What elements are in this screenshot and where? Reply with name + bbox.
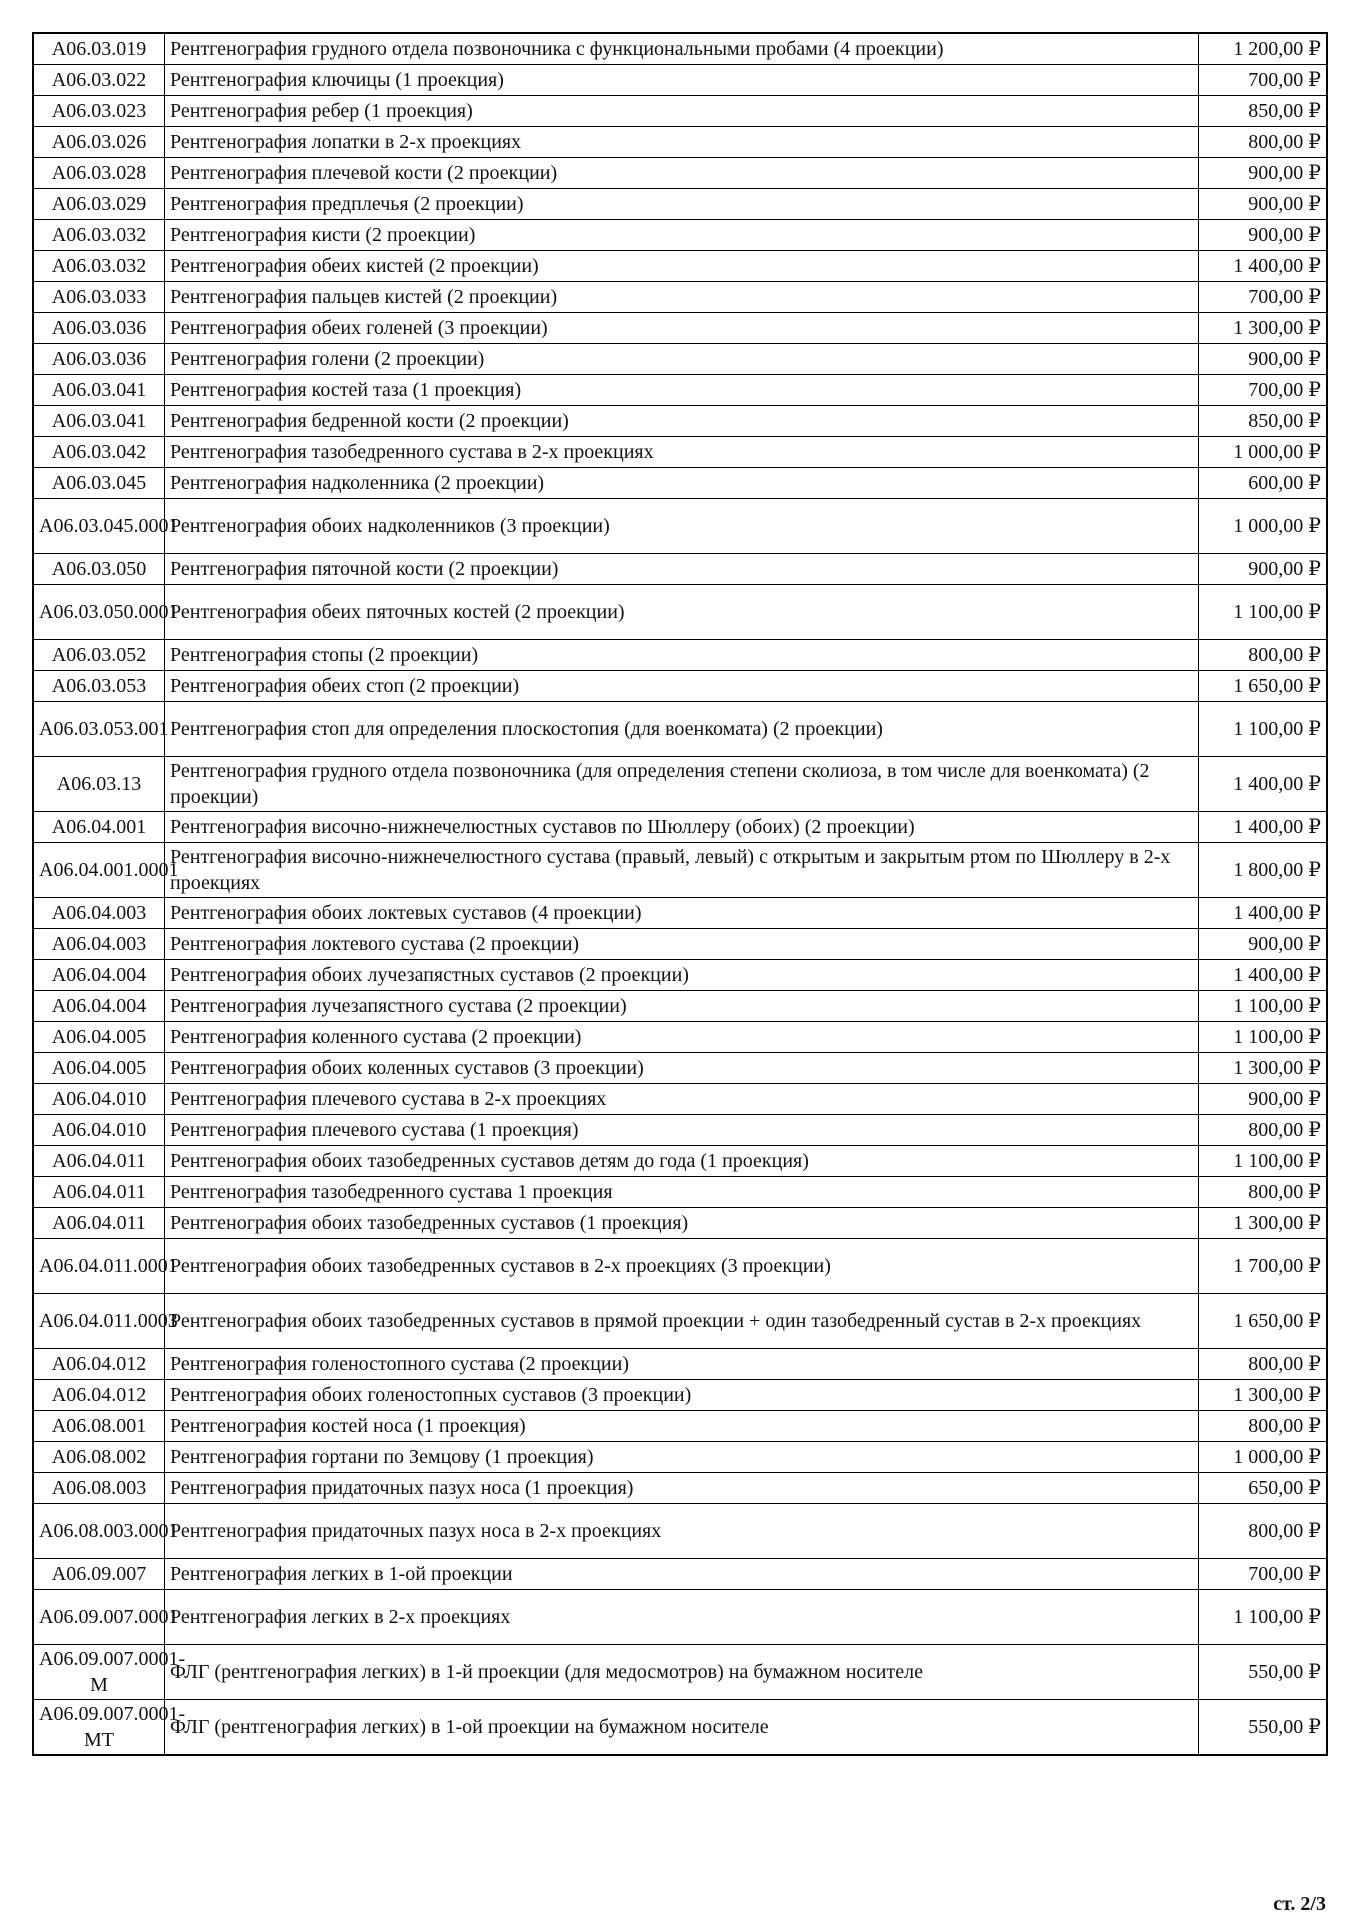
service-name-cell: Рентгенография костей носа (1 проекция) — [165, 1411, 1199, 1442]
service-price-cell: 1 100,00 ₽ — [1199, 991, 1328, 1022]
service-name-cell: Рентгенография легких в 1-ой проекции — [165, 1559, 1199, 1590]
service-name-cell: Рентгенография придаточных пазух носа (1 проекция) — [165, 1473, 1199, 1504]
service-name-cell: Рентгенография гортани по Земцову (1 проекция) — [165, 1442, 1199, 1473]
table-row — [33, 33, 1327, 65]
table-row — [33, 960, 1327, 991]
service-code-cell: A06.04.010 — [33, 1115, 165, 1146]
service-code-cell: A06.03.032 — [33, 251, 165, 282]
service-code-cell: A06.04.005 — [33, 1053, 165, 1084]
service-name-cell: Рентгенография обеих стоп (2 проекции) — [165, 671, 1199, 702]
service-name-cell: Рентгенография предплечья (2 проекции) — [165, 189, 1199, 220]
service-code-cell: A06.04.001 — [33, 812, 165, 843]
service-code-cell: A06.04.004 — [33, 991, 165, 1022]
service-name-cell: Рентгенография лопатки в 2-х проекциях — [165, 127, 1199, 158]
service-code-cell: A06.03.033 — [33, 282, 165, 313]
service-code-cell: A06.04.003 — [33, 898, 165, 929]
service-price-cell: 1 100,00 ₽ — [1199, 702, 1328, 757]
service-name-cell: Рентгенография обоих тазобедренных суставов детям до года (1 проекция) — [165, 1146, 1199, 1177]
service-name-cell: Рентгенография обоих надколенников (3 проекции) — [165, 499, 1199, 554]
service-price-cell: 900,00 ₽ — [1199, 158, 1328, 189]
table-row — [33, 375, 1327, 406]
service-price-cell: 1 000,00 ₽ — [1199, 499, 1328, 554]
service-price-cell: 900,00 ₽ — [1199, 189, 1328, 220]
table-row — [33, 1590, 1327, 1645]
service-code-cell: A06.04.004 — [33, 960, 165, 991]
price-table-body — [33, 33, 1327, 1755]
service-name-cell: Рентгенография тазобедренного сустава в 2-х проекциях — [165, 437, 1199, 468]
table-row — [33, 1208, 1327, 1239]
table-row — [33, 158, 1327, 189]
service-price-cell: 700,00 ₽ — [1199, 1559, 1328, 1590]
service-code-cell: A06.08.001 — [33, 1411, 165, 1442]
service-name-cell: Рентгенография обоих тазобедренных суставов в прямой проекции + один тазобедренный сустав в 2-х проекциях — [165, 1294, 1199, 1349]
service-name-cell: Рентгенография локтевого сустава (2 проекции) — [165, 929, 1199, 960]
service-code-cell: A06.04.012 — [33, 1349, 165, 1380]
service-price-cell: 550,00 ₽ — [1199, 1645, 1328, 1700]
table-row — [33, 1053, 1327, 1084]
service-name-cell: Рентгенография обоих локтевых суставов (4 проекции) — [165, 898, 1199, 929]
table-row — [33, 1022, 1327, 1053]
service-code-cell: A06.03.028 — [33, 158, 165, 189]
service-code-cell: A06.09.007 — [33, 1559, 165, 1590]
table-row — [33, 991, 1327, 1022]
price-list-sheet — [32, 32, 1328, 1756]
service-price-cell: 1 650,00 ₽ — [1199, 671, 1328, 702]
table-row — [33, 96, 1327, 127]
table-row — [33, 812, 1327, 843]
service-code-cell: A06.08.003.0001 — [33, 1504, 165, 1559]
service-name-cell: Рентгенография грудного отдела позвоночника с функциональными пробами (4 проекции) — [165, 33, 1199, 65]
table-row — [33, 220, 1327, 251]
service-price-cell: 1 300,00 ₽ — [1199, 1053, 1328, 1084]
service-price-cell: 900,00 ₽ — [1199, 220, 1328, 251]
service-name-cell: Рентгенография обоих голеностопных суставов (3 проекции) — [165, 1380, 1199, 1411]
service-price-cell: 1 000,00 ₽ — [1199, 1442, 1328, 1473]
service-price-cell: 850,00 ₽ — [1199, 96, 1328, 127]
price-table — [32, 32, 1328, 1756]
table-row — [33, 671, 1327, 702]
service-name-cell: Рентгенография обеих голеней (3 проекции) — [165, 313, 1199, 344]
service-name-cell: Рентгенография легких в 2-х проекциях — [165, 1590, 1199, 1645]
service-name-cell: Рентгенография височно-нижнечелюстных суставов по Шюллеру (обоих) (2 проекции) — [165, 812, 1199, 843]
service-name-cell: Рентгенография плечевой кости (2 проекции) — [165, 158, 1199, 189]
table-row — [33, 1504, 1327, 1559]
service-price-cell: 800,00 ₽ — [1199, 1177, 1328, 1208]
service-price-cell: 1 300,00 ₽ — [1199, 313, 1328, 344]
table-row — [33, 1473, 1327, 1504]
service-code-cell: A06.03.053.001 — [33, 702, 165, 757]
service-price-cell: 1 200,00 ₽ — [1199, 33, 1328, 65]
service-code-cell: A06.08.003 — [33, 1473, 165, 1504]
service-price-cell: 800,00 ₽ — [1199, 1504, 1328, 1559]
service-price-cell: 1 400,00 ₽ — [1199, 251, 1328, 282]
service-price-cell: 1 300,00 ₽ — [1199, 1208, 1328, 1239]
service-price-cell: 1 400,00 ₽ — [1199, 757, 1328, 812]
service-code-cell: A06.04.011 — [33, 1146, 165, 1177]
service-name-cell: Рентгенография ребер (1 проекция) — [165, 96, 1199, 127]
service-price-cell: 800,00 ₽ — [1199, 1411, 1328, 1442]
service-name-cell: Рентгенография височно-нижнечелюстного сустава (правый, левый) с открытым и закрытым ртом по Шюллеру в 2-х проекциях — [165, 843, 1199, 898]
service-code-cell: A06.04.003 — [33, 929, 165, 960]
service-price-cell: 1 000,00 ₽ — [1199, 437, 1328, 468]
service-code-cell: A06.03.041 — [33, 375, 165, 406]
service-code-cell: A06.04.011.0003 — [33, 1294, 165, 1349]
service-price-cell: 1 300,00 ₽ — [1199, 1380, 1328, 1411]
table-row — [33, 1349, 1327, 1380]
table-row — [33, 1380, 1327, 1411]
service-code-cell: A06.03.036 — [33, 313, 165, 344]
table-row — [33, 127, 1327, 158]
table-row — [33, 757, 1327, 812]
table-row — [33, 1239, 1327, 1294]
table-row — [33, 898, 1327, 929]
service-price-cell: 1 100,00 ₽ — [1199, 1022, 1328, 1053]
service-name-cell: Рентгенография надколенника (2 проекции) — [165, 468, 1199, 499]
service-price-cell: 1 400,00 ₽ — [1199, 812, 1328, 843]
table-row — [33, 468, 1327, 499]
service-name-cell: Рентгенография грудного отдела позвоночника (для определения степени сколиоза, в том числе для военкомата) (2 проекции) — [165, 757, 1199, 812]
table-row — [33, 1294, 1327, 1349]
service-code-cell: A06.09.007.0001 — [33, 1590, 165, 1645]
table-row — [33, 499, 1327, 554]
service-code-cell: A06.09.007.0001-MT — [33, 1700, 165, 1756]
service-name-cell: Рентгенография стоп для определения плоскостопия (для военкомата) (2 проекции) — [165, 702, 1199, 757]
service-price-cell: 850,00 ₽ — [1199, 406, 1328, 437]
table-row — [33, 344, 1327, 375]
service-price-cell: 1 400,00 ₽ — [1199, 898, 1328, 929]
table-row — [33, 1442, 1327, 1473]
service-price-cell: 600,00 ₽ — [1199, 468, 1328, 499]
table-row — [33, 554, 1327, 585]
service-price-cell: 1 100,00 ₽ — [1199, 1146, 1328, 1177]
table-row — [33, 702, 1327, 757]
service-price-cell: 650,00 ₽ — [1199, 1473, 1328, 1504]
service-price-cell: 1 100,00 ₽ — [1199, 585, 1328, 640]
service-code-cell: A06.04.005 — [33, 1022, 165, 1053]
service-name-cell: Рентгенография костей таза (1 проекция) — [165, 375, 1199, 406]
service-name-cell: Рентгенография придаточных пазух носа в 2-х проекциях — [165, 1504, 1199, 1559]
service-code-cell: A06.03.019 — [33, 33, 165, 65]
service-price-cell: 700,00 ₽ — [1199, 375, 1328, 406]
service-code-cell: A06.03.045.0001 — [33, 499, 165, 554]
table-row — [33, 313, 1327, 344]
table-row — [33, 1146, 1327, 1177]
service-name-cell: Рентгенография голени (2 проекции) — [165, 344, 1199, 375]
service-price-cell: 700,00 ₽ — [1199, 282, 1328, 313]
service-code-cell: A06.03.045 — [33, 468, 165, 499]
service-code-cell: A06.03.036 — [33, 344, 165, 375]
table-row — [33, 1559, 1327, 1590]
service-name-cell: Рентгенография обоих тазобедренных суставов (1 проекция) — [165, 1208, 1199, 1239]
service-price-cell: 1 650,00 ₽ — [1199, 1294, 1328, 1349]
service-code-cell: A06.08.002 — [33, 1442, 165, 1473]
table-row — [33, 1115, 1327, 1146]
table-row — [33, 929, 1327, 960]
service-price-cell: 900,00 ₽ — [1199, 554, 1328, 585]
table-row — [33, 1177, 1327, 1208]
service-name-cell: Рентгенография плечевого сустава (1 проекция) — [165, 1115, 1199, 1146]
service-name-cell: Рентгенография стопы (2 проекции) — [165, 640, 1199, 671]
service-code-cell: A06.03.050 — [33, 554, 165, 585]
service-price-cell: 1 800,00 ₽ — [1199, 843, 1328, 898]
service-code-cell: A06.04.010 — [33, 1084, 165, 1115]
service-name-cell: Рентгенография обеих кистей (2 проекции) — [165, 251, 1199, 282]
service-price-cell: 800,00 ₽ — [1199, 1349, 1328, 1380]
table-row — [33, 1700, 1327, 1756]
service-name-cell: ФЛГ (рентгенография легких) в 1-й проекции (для медосмотров) на бумажном носителе — [165, 1645, 1199, 1700]
service-code-cell: A06.03.032 — [33, 220, 165, 251]
service-name-cell: Рентгенография ключицы (1 проекция) — [165, 65, 1199, 96]
service-code-cell: A06.09.007.0001-M — [33, 1645, 165, 1700]
service-price-cell: 800,00 ₽ — [1199, 127, 1328, 158]
service-code-cell: A06.03.022 — [33, 65, 165, 96]
service-code-cell: A06.04.012 — [33, 1380, 165, 1411]
table-row — [33, 437, 1327, 468]
service-price-cell: 1 400,00 ₽ — [1199, 960, 1328, 991]
service-code-cell: A06.04.011 — [33, 1208, 165, 1239]
service-code-cell: A06.03.029 — [33, 189, 165, 220]
service-name-cell: Рентгенография обоих лучезапястных суставов (2 проекции) — [165, 960, 1199, 991]
service-name-cell: Рентгенография обоих коленных суставов (3 проекции) — [165, 1053, 1199, 1084]
service-name-cell: Рентгенография обеих пяточных костей (2 проекции) — [165, 585, 1199, 640]
table-row — [33, 1084, 1327, 1115]
service-code-cell: A06.03.052 — [33, 640, 165, 671]
table-row — [33, 843, 1327, 898]
service-name-cell: Рентгенография голеностопного сустава (2 проекции) — [165, 1349, 1199, 1380]
service-price-cell: 900,00 ₽ — [1199, 344, 1328, 375]
service-price-cell: 1 700,00 ₽ — [1199, 1239, 1328, 1294]
service-code-cell: A06.03.023 — [33, 96, 165, 127]
service-price-cell: 900,00 ₽ — [1199, 1084, 1328, 1115]
page-number: ст. 2/3 — [1273, 1893, 1326, 1915]
service-name-cell: Рентгенография тазобедренного сустава 1 проекция — [165, 1177, 1199, 1208]
service-price-cell: 550,00 ₽ — [1199, 1700, 1328, 1756]
service-name-cell: Рентгенография бедренной кости (2 проекции) — [165, 406, 1199, 437]
service-name-cell: Рентгенография лучезапястного сустава (2 проекции) — [165, 991, 1199, 1022]
service-code-cell: A06.04.001.0001 — [33, 843, 165, 898]
service-name-cell: Рентгенография обоих тазобедренных суставов в 2-х проекциях (3 проекции) — [165, 1239, 1199, 1294]
table-row — [33, 189, 1327, 220]
service-code-cell: A06.03.042 — [33, 437, 165, 468]
service-code-cell: A06.03.13 — [33, 757, 165, 812]
table-row — [33, 282, 1327, 313]
service-code-cell: A06.03.050.0001 — [33, 585, 165, 640]
service-price-cell: 800,00 ₽ — [1199, 1115, 1328, 1146]
table-row — [33, 406, 1327, 437]
service-name-cell: Рентгенография пяточной кости (2 проекции) — [165, 554, 1199, 585]
table-row — [33, 251, 1327, 282]
table-row — [33, 1411, 1327, 1442]
service-price-cell: 1 100,00 ₽ — [1199, 1590, 1328, 1645]
table-row — [33, 1645, 1327, 1700]
table-row — [33, 65, 1327, 96]
service-name-cell: Рентгенография пальцев кистей (2 проекции) — [165, 282, 1199, 313]
service-name-cell: Рентгенография плечевого сустава в 2-х проекциях — [165, 1084, 1199, 1115]
service-code-cell: A06.04.011 — [33, 1177, 165, 1208]
service-price-cell: 700,00 ₽ — [1199, 65, 1328, 96]
service-price-cell: 800,00 ₽ — [1199, 640, 1328, 671]
service-price-cell: 900,00 ₽ — [1199, 929, 1328, 960]
table-row — [33, 585, 1327, 640]
table-row — [33, 640, 1327, 671]
service-name-cell: Рентгенография кисти (2 проекции) — [165, 220, 1199, 251]
service-code-cell: A06.03.053 — [33, 671, 165, 702]
service-code-cell: A06.03.041 — [33, 406, 165, 437]
service-name-cell: ФЛГ (рентгенография легких) в 1-ой проекции на бумажном носителе — [165, 1700, 1199, 1756]
service-name-cell: Рентгенография коленного сустава (2 проекции) — [165, 1022, 1199, 1053]
service-code-cell: A06.03.026 — [33, 127, 165, 158]
service-code-cell: A06.04.011.0001 — [33, 1239, 165, 1294]
